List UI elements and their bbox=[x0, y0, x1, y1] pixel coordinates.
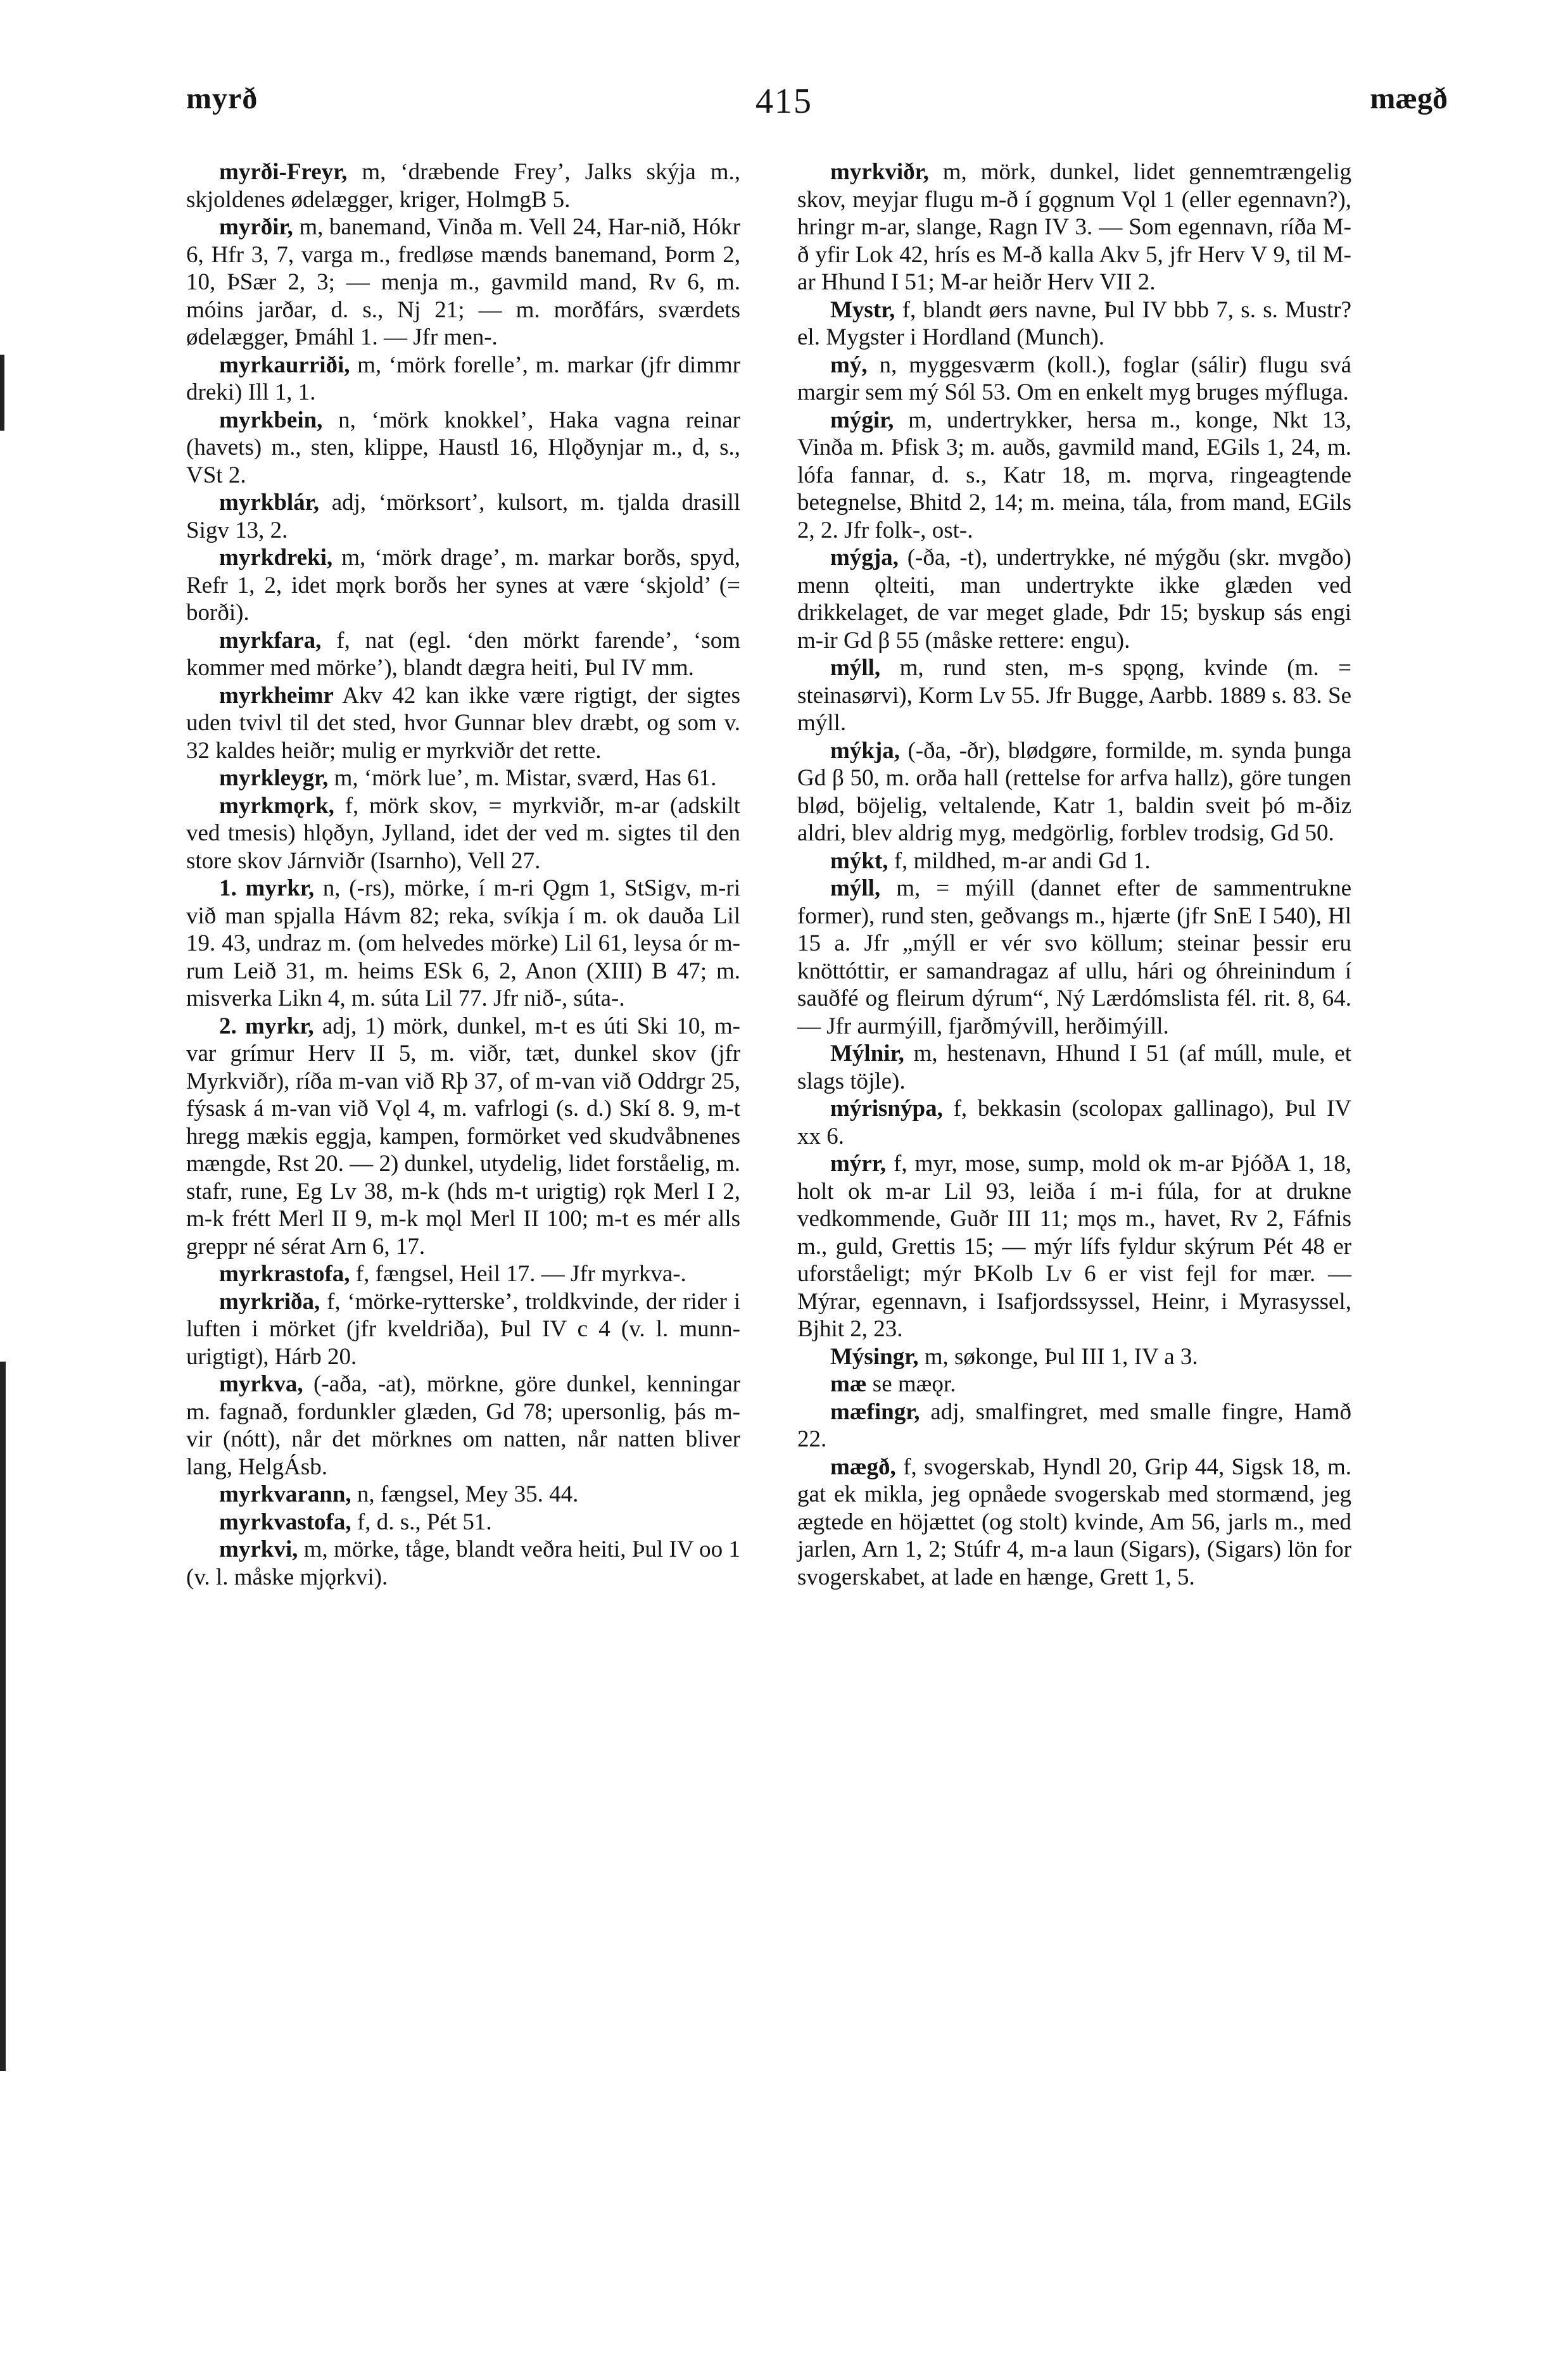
definition: m, banemand, Vinða m. Vell 24, Har-nið, Hókr 6, Hfr 3, 7, varga m., fredløse mænds banemand, Þorm 2, 10, ÞSær 2, 3; — menja m., gavmild mand, Rv 6, m. móins jarðar, d. s., Nj 21; — m. morðfárs, sværdets ødelægger, Þmáhl 1. — Jfr men-. bbox=[186, 214, 740, 350]
definition: adj, 1) mörk, dunkel, m-t es úti Ski 10, m-var grímur Herv II 5, m. viðr, tæt, dunkel skov (jfr Myrkviðr), ríða m-van við Rþ 37, of m-van við Oddrgr 25, fýsask á m-van við Vǫl 4, m. vafrlogi (s. d.) Skí 8. 9, m-t hregg mækis eggja, kampen, formörket ved skudvåbnenes mængde, Rst 20. — 2) dunkel, utydelig, lidet forståelig, m. stafr, rune, Eg Lv 38, m-k (hds m-t urigtig) rǫk Merl I 2, m-k frétt Merl II 9, m-k mǫl Merl II 100; m-t es mér alls greppr né sérat Arn 6, 17. bbox=[186, 1013, 740, 1260]
entry bbox=[797, 296, 1351, 351]
headword: mýrisnýpa, bbox=[830, 1096, 943, 1122]
headword: Mystr, bbox=[830, 296, 895, 323]
headword: Mýlnir, bbox=[830, 1041, 904, 1066]
entry bbox=[186, 544, 740, 627]
definition: (-ða, -t), undertrykke, né mýgðu (skr. mvgðo) menn ǫlteiti, man undertrykte ikke glæden ved drikkelaget, de var meget glade, Þdr 15; byskup sás engi m-ir Gd β 55 (måske rettere: engu). bbox=[797, 545, 1351, 654]
entry bbox=[186, 489, 740, 544]
headword: mæ bbox=[830, 1371, 867, 1397]
headword: myrkleygr, bbox=[219, 765, 329, 791]
definition: m, mörk, dunkel, lidet gennemtrængelig skov, meyjar flugu m-ð í gǫgnum Vǫl 1 (eller egennavn?), hringr m-ar, slange, Ragn IV 3. — Som egennavn, ríða M-ð yfir Lok 42, hrís es M-ð kalla Akv 5, jfr Herv V 9, til M-ar Hhund I 51; M-ar heiðr Herv VII 2. bbox=[797, 159, 1351, 295]
definition: m, mörke, tåge, blandt veðra heiti, Þul IV oo 1 (v. l. måske mjǫrkvi). bbox=[186, 1536, 740, 1590]
definition: m, = mýill (dannet efter de sammentrukne former), rund sten, geðvangs m., hjærte (jfr SnE I 540), Hl 15 a. Jfr „mýll er vér svo köllum; steinar þessir eru knöttóttir, er samandragaz af ullu, hári og óhreinindum í sauðfé og fleirum dýrum“, Ný Lærdómslista fél. rit. 8, 64. — Jfr aurmýill, fjarðmývill, herðimýill. bbox=[797, 875, 1351, 1039]
definition: (-ða, -ðr), blødgøre, formilde, m. synda þunga Gd β 50, m. orða hall (rettelse for arfva hallz), göre tungen blød, böjelig, veltalende, Katr 1, baldin sveit þó m-ðiz aldri, blev aldrig myg, medgörlig, forblev trodsig, Gd 50. bbox=[797, 737, 1351, 846]
entry bbox=[797, 351, 1351, 407]
headword: myrkvarann, bbox=[219, 1481, 351, 1507]
entry bbox=[186, 1370, 740, 1481]
entry bbox=[797, 1453, 1351, 1591]
entry bbox=[797, 1040, 1351, 1095]
entry bbox=[797, 1370, 1351, 1398]
definition: f, bekkasin (scolopax gallinago), Þul IV xx 6. bbox=[797, 1096, 1351, 1149]
headword: myrkblár, bbox=[219, 490, 319, 516]
definition: f, fængsel, Heil 17. — Jfr myrkva-. bbox=[350, 1261, 686, 1287]
entry bbox=[186, 627, 740, 682]
entry bbox=[186, 875, 740, 1013]
headword: mýkja, bbox=[830, 737, 900, 764]
entry bbox=[186, 158, 740, 213]
definition: m, undertrykker, hersa m., konge, Nkt 13, Vinða m. Þfisk 3; m. auðs, gavmild mand, EGils 1, 24, m. lófa fannar, d. s., Katr 18, m. mǫrva, ringeagtende betegnelse, Bhitd 2, 14; m. meina, tála, from mand, EGils 2, 2. Jfr folk-, ost-. bbox=[797, 407, 1351, 543]
headword: Mýsingr, bbox=[830, 1343, 919, 1370]
entry bbox=[186, 1013, 740, 1261]
headword: myrkaurriði, bbox=[219, 351, 350, 378]
definition: m, rund sten, m-s spǫng, kvinde (m. = steinasørvi), Korm Lv 55. Jfr Bugge, Aarbb. 1889 s. 83. Se mýll. bbox=[797, 655, 1351, 736]
headword: mýgir, bbox=[830, 407, 894, 433]
entry bbox=[186, 351, 740, 407]
entry bbox=[186, 407, 740, 490]
definition: se mæǫr. bbox=[866, 1371, 956, 1397]
entry bbox=[797, 847, 1351, 875]
entry bbox=[186, 213, 740, 351]
definition: f, ‘mörke-rytterske’, troldkvinde, der rider i luften i mörket (jfr kveldriða), Þul IV c 4 (v. l. munn- urigtigt), Hárb 20. bbox=[186, 1288, 740, 1370]
headword: myrðir, bbox=[219, 214, 293, 240]
definition: f, myr, mose, sump, mold ok m-ar ÞjóðA 1, 18, holt ok m-ar Lil 93, leiða í m-i fúla, for at drukne vedkommende, Guðr III 11; mǫs m., havet, Rv 2, Fáfnis m., guld, Grettis 15; — mýr lífs fyldur skýrum Pét 48 er uforståeligt; mýr ÞKolb Lv 6 er vist fejl for mær. — Mýrar, egennavn, i Isafjordssyssel, Heinr, i Myrasyssel, Bjhit 2, 23. bbox=[797, 1151, 1351, 1342]
entry bbox=[797, 544, 1351, 654]
headword: 1. myrkr, bbox=[219, 875, 315, 901]
definition: m, hestenavn, Hhund I 51 (af múll, mule, et slags töjle). bbox=[797, 1041, 1351, 1094]
definition: adj, smalfingret, med smalle fingre, Hamð 22. bbox=[797, 1398, 1351, 1452]
headword: myrkbein, bbox=[219, 407, 323, 433]
definition: f, d. s., Pét 51. bbox=[351, 1509, 492, 1535]
headword: mæfingr, bbox=[830, 1398, 920, 1425]
entry bbox=[797, 158, 1351, 296]
definition: Akv 42 kan ikke være rigtigt, der sigtes uden tvivl til det sted, hvor Gunnar blev dræbt, og som v. 32 kaldes heiðr; mulig er myrkviðr det rette. bbox=[186, 682, 740, 764]
definition: f, svogerskab, Hyndl 20, Grip 44, Sigsk 18, m. gat ek mikla, jeg opnåede svogerskab med stormænd, jeg ægtede en höjættet (og stolt) kvinde, Am 56, jarls m., med jarlen, Arn 1, 2; Stúfr 4, m-a laun (Sigars), (Sigars) lön for svogerskabet, at lade en hænge, Grett 1, 5. bbox=[797, 1453, 1351, 1590]
headword: myrði-Freyr, bbox=[219, 159, 348, 185]
headword: myrkrastofa, bbox=[219, 1261, 350, 1287]
right-column bbox=[797, 158, 1351, 1591]
entry bbox=[186, 1536, 740, 1591]
headword: mýgja, bbox=[830, 545, 899, 571]
headword: myrkriða, bbox=[219, 1288, 320, 1315]
definition: m, søkonge, Þul III 1, IV a 3. bbox=[918, 1343, 1198, 1370]
entry bbox=[797, 654, 1351, 737]
headword: 2. myrkr, bbox=[219, 1013, 314, 1039]
binding-edge-mark bbox=[0, 1362, 6, 2071]
entry bbox=[797, 1095, 1351, 1150]
definition: m, ‘mörk lue’, m. Mistar, sværd, Has 61. bbox=[328, 765, 717, 791]
definition: n, ‘mörk knokkel’, Haka vagna reinar (havets) m., sten, klippe, Haustl 16, Hlǫðynjar m., d, s., VSt 2. bbox=[186, 407, 740, 488]
headword: myrkdreki, bbox=[219, 545, 333, 571]
definition: m, ‘dræbende Frey’, Jalks skýja m., skjoldenes ødelægger, kriger, HolmgB 5. bbox=[186, 159, 740, 213]
definition: n, (-rs), mörke, í m-ri Ǫgm 1, StSigv, m-ri við man spjalla Hávm 82; reka, svíkja í m. ok dauða Lil 19. 43, undraz m. (om helvedes mörke) Lil 61, leysa ór m-rum Leið 31, m. heims ESk 6, 2, Anon (XIII) B 47; m. misverka Likn 4, m. súta Lil 77. Jfr nið-, súta-. bbox=[186, 875, 740, 1011]
right-guide-word: mægð bbox=[1370, 82, 1448, 115]
headword: myrkfara, bbox=[219, 627, 322, 654]
entry bbox=[186, 1260, 740, 1288]
headword: myrkva, bbox=[219, 1371, 303, 1397]
entry bbox=[186, 792, 740, 875]
entry bbox=[797, 737, 1351, 847]
headword: mý, bbox=[830, 351, 868, 378]
headword: mægð, bbox=[830, 1453, 896, 1480]
entry bbox=[797, 875, 1351, 1040]
entry bbox=[186, 1288, 740, 1371]
page-number: 415 bbox=[756, 82, 812, 121]
entry bbox=[186, 1509, 740, 1536]
definition: n, fængsel, Mey 35. 44. bbox=[351, 1481, 579, 1507]
left-column bbox=[186, 158, 740, 1591]
headword: myrkvi, bbox=[219, 1536, 298, 1562]
definition: m, ‘mörk drage’, m. markar borðs, spyd, Refr 1, 2, idet mǫrk borðs her synes at være ‘skjold’ (= borði). bbox=[186, 545, 740, 626]
entry bbox=[186, 764, 740, 792]
entry bbox=[797, 1398, 1351, 1453]
headword: mýll, bbox=[830, 655, 881, 681]
headword: myrkvastofa, bbox=[219, 1509, 351, 1535]
headword: myrkviðr, bbox=[830, 159, 929, 185]
definition: adj, ‘mörksort’, kulsort, m. tjalda drasill Sigv 13, 2. bbox=[186, 490, 740, 543]
definition: f, mildhed, m-ar andi Gd 1. bbox=[888, 847, 1151, 874]
entry bbox=[797, 1343, 1351, 1371]
headword: mýkt, bbox=[830, 847, 888, 874]
left-guide-word: myrð bbox=[186, 82, 258, 115]
entry bbox=[797, 1150, 1351, 1343]
entry bbox=[797, 407, 1351, 545]
definition: n, myggesværm (koll.), foglar (sálir) flugu svá margir sem mý Sól 53. Om en enkelt myg bruges mýfluga. bbox=[797, 351, 1351, 405]
entry bbox=[186, 682, 740, 765]
definition: f, nat (egl. ‘den mörkt farende’, ‘som kommer med mörke’), blandt dægra heiti, Þul IV mm. bbox=[186, 627, 740, 681]
headword: mýrr, bbox=[830, 1151, 887, 1177]
definition: m, ‘mörk forelle’, m. markar (jfr dimmr dreki) Ill 1, 1. bbox=[186, 351, 740, 405]
headword: mýll, bbox=[830, 875, 881, 901]
definition: (-aða, -at), mörkne, göre dunkel, kenningar m. fagnað, fordunkler glæden, Gd 78; upersonlig, þás m-vir (nótt), når det mörknes om natten, når natten bliver lang, HelgÁsb. bbox=[186, 1371, 740, 1480]
definition: f, mörk skov, = myrkviðr, m-ar (adskilt ved tmesis) hlǫðyn, Jylland, idet der ved m. sigtes til den store skov Járnviðr (Isarnho), Vell 27. bbox=[186, 792, 740, 874]
entry bbox=[186, 1481, 740, 1509]
definition: f, blandt øers navne, Þul IV bbb 7, s. s. Mustr? el. Mygster i Hordland (Munch). bbox=[797, 296, 1351, 350]
headword: myrkmǫrk, bbox=[219, 792, 334, 819]
headword: myrkheimr bbox=[219, 682, 334, 709]
binding-edge-mark bbox=[0, 355, 4, 431]
